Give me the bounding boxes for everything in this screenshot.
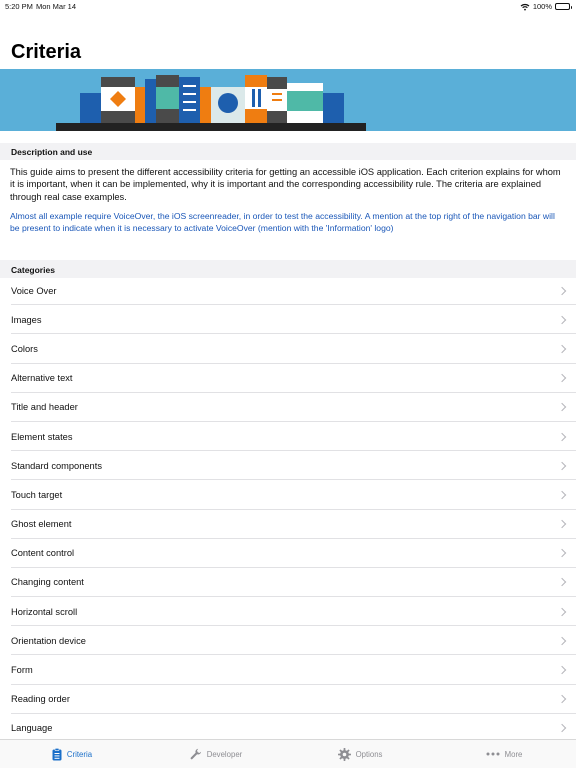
category-item-changing-content[interactable] — [0, 568, 576, 597]
tab-more[interactable] — [432, 740, 576, 768]
category-label: Images — [11, 314, 42, 325]
category-item-colors[interactable] — [0, 334, 576, 363]
tab-label: Criteria — [66, 749, 93, 759]
description-header: Description and use — [0, 143, 576, 160]
chevron-right-icon — [558, 724, 566, 732]
category-item-horizontal-scroll[interactable] — [0, 597, 576, 626]
bookshelf-illustration — [0, 69, 576, 131]
category-label: Orientation device — [11, 635, 86, 646]
tab-options[interactable] — [288, 740, 432, 768]
voiceover-note: Almost all example require VoiceOver, the iOS screenreader, in order to test the accessibility. A mention at the top right of the navigation bar will be present to indicate when it is necessary to activate VoiceOver (mention with the 'Information' logo) — [10, 211, 555, 233]
chevron-right-icon — [558, 461, 566, 469]
category-item-alternative-text[interactable] — [0, 364, 576, 393]
chevron-right-icon — [558, 403, 566, 411]
category-item-orientation-device[interactable] — [0, 626, 576, 655]
tab-label: Developer — [206, 749, 243, 759]
battery-icon — [555, 3, 570, 10]
chevron-right-icon — [558, 666, 566, 674]
tab-label: More — [504, 749, 523, 759]
category-item-title-and-header[interactable] — [0, 393, 576, 422]
chevron-right-icon — [558, 578, 566, 586]
chevron-right-icon — [558, 432, 566, 440]
category-item-images[interactable] — [0, 305, 576, 334]
chevron-right-icon — [558, 345, 566, 353]
clipboard-icon — [52, 748, 62, 761]
status-right — [520, 2, 570, 11]
chevron-right-icon — [558, 316, 566, 324]
category-label: Title and header — [11, 402, 78, 413]
category-label: Ghost element — [11, 519, 72, 530]
tab-criteria[interactable] — [0, 740, 144, 768]
more-icon — [486, 752, 500, 756]
tab-label: Options — [355, 749, 383, 759]
category-label: Alternative text — [11, 373, 73, 384]
category-label: Touch target — [11, 489, 63, 500]
chevron-right-icon — [558, 637, 566, 645]
chevron-right-icon — [558, 286, 566, 294]
category-item-form[interactable] — [0, 655, 576, 684]
chevron-right-icon — [558, 607, 566, 615]
gear-icon — [338, 748, 351, 761]
status-bar — [0, 0, 576, 14]
category-label: Voice Over — [11, 285, 57, 296]
tab-bar — [0, 739, 576, 768]
description-text: This guide aims to present the different accessibility criteria for getting an accessible iOS application. Each criterion explains for whom it is important, when it can be implemented, why it is important and the corresponding accessibility rule. The criteria are explained through real case examples. — [10, 167, 561, 202]
books-banner — [0, 69, 576, 131]
chevron-right-icon — [558, 549, 566, 557]
category-label: Reading order — [11, 694, 70, 705]
category-label: Element states — [11, 431, 73, 442]
chevron-right-icon — [558, 695, 566, 703]
category-item-touch-target[interactable] — [0, 480, 576, 509]
battery-percent: 100% — [532, 2, 552, 11]
category-item-standard-components[interactable] — [0, 451, 576, 480]
category-label: Colors — [11, 343, 38, 354]
category-label: Standard components — [11, 460, 102, 471]
category-item-content-control[interactable] — [0, 539, 576, 568]
tab-developer[interactable] — [144, 740, 288, 768]
wifi-icon — [520, 3, 530, 11]
category-label: Content control — [11, 548, 75, 559]
wrench-icon — [190, 748, 202, 760]
page-title: Criteria — [11, 41, 82, 63]
chevron-right-icon — [558, 520, 566, 528]
chevron-right-icon — [558, 491, 566, 499]
category-item-element-states[interactable] — [0, 422, 576, 451]
category-label: Changing content — [11, 577, 84, 588]
categories-header: Categories — [0, 260, 576, 278]
category-label: Form — [11, 665, 33, 676]
status-time: 5:20 PM — [5, 2, 33, 11]
category-item-reading-order[interactable] — [0, 685, 576, 714]
category-list — [0, 276, 576, 743]
status-date: Mon Mar 14 — [36, 2, 77, 11]
category-item-ghost-element[interactable] — [0, 510, 576, 539]
chevron-right-icon — [558, 374, 566, 382]
category-item-voice-over[interactable] — [0, 276, 576, 305]
category-label: Horizontal scroll — [11, 606, 78, 617]
category-label: Language — [11, 723, 53, 734]
